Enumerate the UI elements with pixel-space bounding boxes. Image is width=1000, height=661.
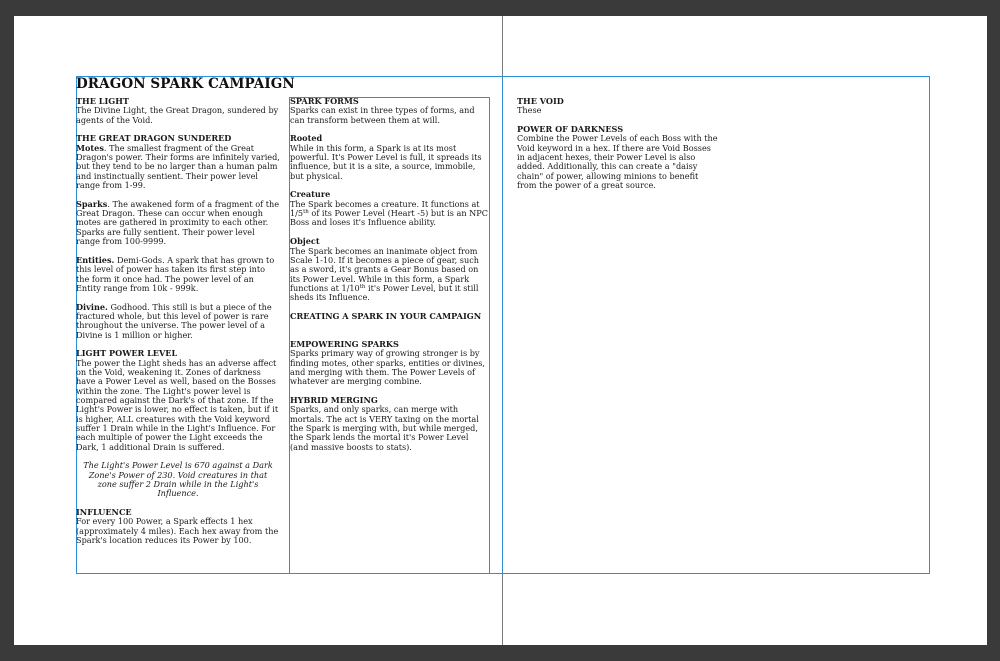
paragraph-motes: Motes. The smallest fragment of the Great Dragon's power. Their forms are infinitely varied, but they tend to be no larger than a human palm and instinctually sentient. Their power level range from 1-99. [76, 142, 280, 191]
column-1 [76, 97, 280, 546]
paragraph-influence: For every 100 Power, a Spark effects 1 hex (approximately 4 miles). Each hex away from the Spark's location reduces its Power by 100. [76, 516, 279, 546]
heading-power-of-darkness: POWER OF DARKNESS [517, 124, 624, 135]
heading-spark-forms: SPARK FORMS [290, 96, 359, 106]
term-motes: Motes [76, 142, 104, 153]
heading-empowering-sparks: EMPOWERING SPARKS [290, 338, 399, 349]
heading-the-void: THE VOID [517, 96, 564, 106]
term-divine: Divine. [76, 301, 108, 312]
term-sparks: Sparks [76, 198, 108, 209]
paragraph-light-power-level: The power the Light sheds has an adverse affect on the Void, weakening it. Zones of darkness have a Power Level as well, based on the Bosses within the zone. The Light's power level is compared against the Dark's of that zone. If the Light's Power is lower, no effect is taken, but if it is higher, ALL creatures with the Void keyword suffer 1 Drain while in the Light's Influence. For each multiple of power the Light exceeds the Dark, 1 additional Drain is suffered. [76, 357, 279, 452]
column-2 [290, 97, 489, 452]
paragraph-power-of-darkness: Combine the Power Levels of each Boss with the Void keyword in a hex. If there are Void Bosses in adjacent hexes, their Power Level is also added. Additionally, this can create a "daisy chain" of power, allowing minions to benefit from the power of a great source. [517, 133, 718, 191]
heading-creating-a-spark: CREATING A SPARK IN YOUR CAMPAIGN [290, 310, 482, 321]
heading-influence: INFLUENCE [76, 507, 132, 518]
heading-object: Object [290, 236, 320, 247]
column-3 [517, 97, 719, 190]
paragraph-object: The Spark becomes an inanimate object from Scale 1-10. If it becomes a piece of gear, such as a sword, it's grants a Gear Bonus based on its Power Level. While in this form, a Spark functions at 1/10th it's Power Level, but it still sheds its Influence. [290, 245, 479, 303]
term-entities: Entities. [76, 254, 115, 265]
document-title: DRAGON SPARK CAMPAIGN [76, 76, 295, 92]
paragraph-divine: Divine. Godhood. This still is but a piece of the fractured whole, but this level of power is rare throughout the universe. The power level of a Divine is 1 million or higher. [76, 301, 272, 340]
paragraph-sparks: Sparks. The awakened form of a fragment of the Great Dragon. These can occur when enough motes are gathered in proximity to each other. Sparks are fully sentient. Their power level range from 100-9999. [76, 198, 280, 247]
paragraph-empowering-sparks: Sparks primary way of growing stronger is by finding motes, other sparks, entities or divines, and merging with them. The Power Levels of whatever are merging combine. [290, 348, 485, 387]
paragraph-hybrid-merging: Sparks, and only sparks, can merge with mortals. The act is VERY taxing on the mortal the Spark is merging with, but while merged, the Spark lends the mortal it's Power Level (and massive boosts to stats). [290, 404, 479, 452]
heading-light-power-level: LIGHT POWER LEVEL [76, 348, 178, 359]
paragraph-rooted: While in this form, a Spark is at its most powerful. It's Power Level is full, it spreads its influence, but it is a site, a source, immobile, but physical. [290, 142, 482, 181]
paragraph-the-light: The Divine Light, the Great Dragon, sundered by agents of the Void. [76, 105, 279, 125]
paragraph-spark-forms: Sparks can exist in three types of forms, and can transform between them at will. [290, 105, 475, 125]
paragraph-entities: Entities. Demi-Gods. A spark that has grown to this level of power has taken its first step into the form it once had. The power level of an Entity range from 10k - 999k. [76, 254, 275, 293]
heading-hybrid-merging: HYBRID MERGING [290, 395, 378, 405]
heading-creature: Creature [290, 189, 331, 200]
example-callout: The Light's Power Level is 670 against a Dark Zone's Power of 230. Void creatures in that zone suffer 2 Drain while in the Light's Influence. [83, 460, 273, 499]
paragraph-creature: The Spark becomes a creature. It functions at 1/5th of its Power Level (Heart -5) but is an NPC Boss and loses it's Influence ability. [290, 198, 488, 228]
heading-rooted: Rooted [290, 133, 323, 144]
heading-the-light: THE LIGHT [76, 96, 129, 106]
paragraph-the-void: These [517, 105, 542, 116]
heading-great-dragon-sundered: THE GREAT DRAGON SUNDERED [76, 133, 232, 144]
